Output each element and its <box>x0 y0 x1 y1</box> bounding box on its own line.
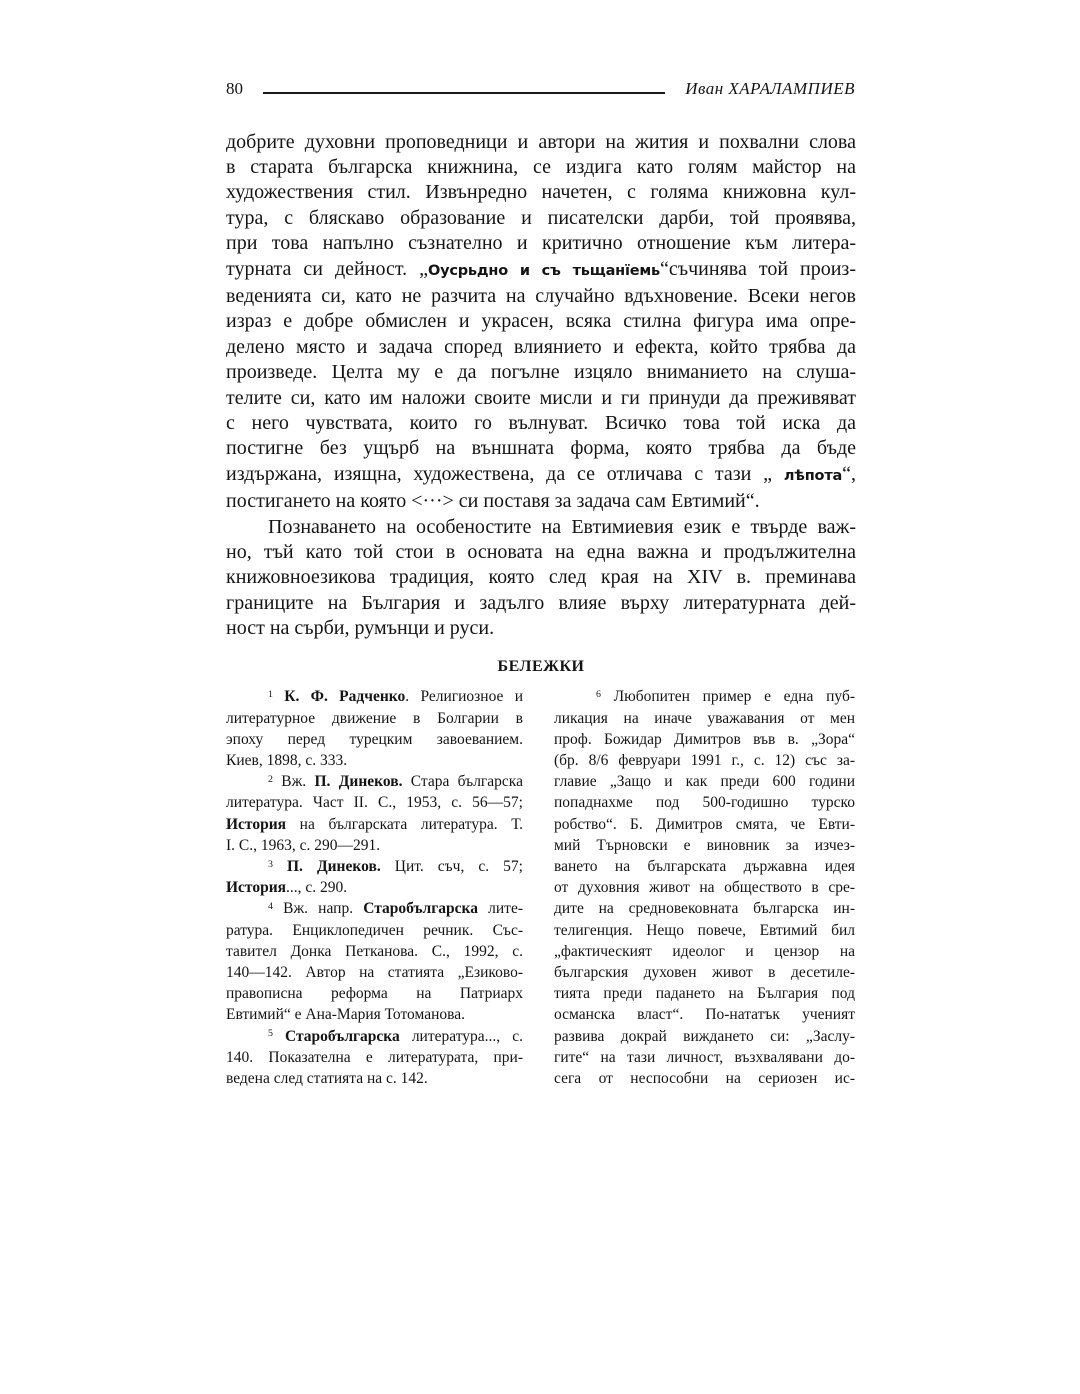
footnote <box>226 771 523 856</box>
text-run: Стара българска <box>402 773 523 791</box>
text-run: . Религиозное и <box>405 688 524 706</box>
footnote-line: Евтимий“ е Ана-Мария Тотоманова. <box>226 1006 465 1024</box>
bold-text: Старобългарска <box>363 900 478 918</box>
main-text <box>226 130 856 642</box>
text-run: “съчинява той произ- <box>660 257 856 280</box>
body-paragraph <box>226 130 856 515</box>
old-slavonic-quote: Оусрьдно и съ тьщанїемь <box>427 262 661 279</box>
body-line: художествения стил. Извънредно начетен, с голяма книжовна кул- <box>226 181 856 204</box>
footnote <box>554 686 855 1089</box>
footnote-line <box>226 898 523 919</box>
footnote-number: 6 <box>596 688 601 700</box>
body-line: Познаването на особеностите на Евтимиевия език е твърде важ- <box>268 515 856 538</box>
bold-text: К. Ф. Радченко <box>272 688 406 706</box>
text-run: Вж. напр. <box>272 900 364 918</box>
footnote-line: ликация на иначе уважавания от мен <box>554 709 855 727</box>
body-line: произведе. Целта му е да погълне изцяло вниманието на слуша- <box>226 361 856 384</box>
text-run: издържана, изящна, художествена, да се отличава с тази „ <box>226 462 784 485</box>
footnote <box>226 856 523 898</box>
body-line: телите си, като им наложи своите мисли и ги принуди да преживяват <box>226 386 856 409</box>
bold-text: История <box>226 879 287 897</box>
body-line: в старата българска книжнина, се издига като голям майстор на <box>226 155 856 178</box>
body-line: книжовноезикова традиция, която след края на XIV в. преминава <box>226 566 856 589</box>
footnote-line: „фактическият идеолог и цензор на <box>554 942 855 960</box>
bold-text: П. Динеков. <box>314 773 403 791</box>
footnote <box>226 898 523 1025</box>
footnote-line <box>226 771 523 792</box>
footnote-line: 140. Показателна е литературата, при- <box>226 1048 523 1066</box>
text-run: на българската литература. Т. <box>286 815 523 833</box>
body-line: но, тъй като той стои в основата на една важна и продължителна <box>226 541 856 563</box>
notes-column-left <box>226 686 523 1089</box>
body-line <box>226 462 856 489</box>
text-run: лите- <box>477 900 523 918</box>
footnote-line: литература. Част II. С., 1953, с. 56—57; <box>226 794 523 812</box>
body-line: с него чувствата, които го вълнуват. Всичко това той иска да <box>226 411 856 434</box>
notes-heading: БЕЛЕЖКИ <box>497 658 585 675</box>
footnote-line: тията преди падането на България под <box>554 985 855 1003</box>
body-line: делено място и задача според влиянието и ефекта, който трябва да <box>226 335 856 358</box>
body-line: израз е добре обмислен и украсен, всяка стилна фигура има опре- <box>226 310 856 333</box>
text-run: ..., с. 290. <box>286 879 348 897</box>
footnote-line: сега от неспособни на сериозен ис- <box>554 1070 855 1088</box>
footnote-line <box>226 686 523 707</box>
body-line: тура, с бляскаво образование и писателски дарби, той проявява, <box>226 206 856 229</box>
footnote-line: мий Търновски е виновник за изчез- <box>554 836 855 854</box>
text-run: “, <box>842 462 856 485</box>
footnote-line: от духовния живот на обществото в сре- <box>554 879 855 897</box>
footnote-number: 4 <box>268 900 273 912</box>
footnote-line: правописна реформа на Патриарх <box>226 985 523 1003</box>
footnote-line <box>226 814 523 835</box>
body-line: постигне без ущърб на външната форма, която трябва да бъде <box>226 437 856 460</box>
footnote-line: телигенция. Нещо повече, Евтимий бил <box>554 921 855 939</box>
footnote-line: Киев, 1898, с. 333. <box>226 752 348 769</box>
footnote-line: I. С., 1963, с. 290—291. <box>226 836 381 854</box>
bold-text: П. Динеков. <box>272 858 381 876</box>
bold-text: История <box>226 815 287 833</box>
footnote-line: ведена след статията на с. 142. <box>226 1070 428 1088</box>
footnote-line: тавител Донка Петканова. С., 1992, с. <box>226 942 523 960</box>
footnote-line: българския духовен живот в десетиле- <box>554 964 855 982</box>
footnote-number: 3 <box>268 858 273 870</box>
text-run: литература..., с. <box>399 1027 523 1045</box>
footnote-line: 140—142. Автор на статията „Езиково- <box>226 964 523 982</box>
footnote-line: дите на средновековната българска ин- <box>554 900 855 918</box>
footnote-line: главие „Защо и как преди 600 години <box>554 773 855 791</box>
running-title: Иван ХАРАЛАМПИЕВ <box>685 79 855 98</box>
body-line: постигането на която <···> си поставя за задача сам Евтимий“. <box>226 490 760 513</box>
notes-column-right <box>554 686 855 1089</box>
footnote-line: литературное движение в Болгарии в <box>226 709 523 727</box>
body-line <box>226 257 856 284</box>
page-number: 80 <box>226 79 243 98</box>
header-rule <box>263 92 665 94</box>
footnote-line <box>226 1026 523 1047</box>
body-line: добрите духовни проповедници и автори на жития и похвални слова <box>226 130 856 153</box>
footnote-line: османска власт“. По-нататък ученият <box>554 1006 855 1024</box>
footnote-line: ването на българската държавна идея <box>554 858 855 876</box>
footnote-line: развива докрай виждането си: „Заслу- <box>554 1027 855 1045</box>
footnote <box>226 1026 523 1090</box>
bold-text: Старобългарска <box>272 1027 400 1045</box>
footnote-line: робство“. Б. Димитров смята, че Евти- <box>554 815 855 833</box>
text-run: турната си дейност. „ <box>226 257 428 280</box>
footnote-line: ратура. Енциклопедичен речник. Със- <box>226 921 523 939</box>
body-line: при това напълно съзнателно и критично отношение към литера- <box>226 232 856 255</box>
text-run: Цит. съч, с. 57; <box>380 858 523 876</box>
footnote-line <box>226 856 523 877</box>
footnote-number: 5 <box>268 1028 273 1040</box>
footnote-line: эпоху перед турецким завоеванием. <box>226 730 523 748</box>
footnote-line <box>554 686 855 707</box>
footnote-line: попаднахме под 500-годишно турско <box>554 794 855 812</box>
footnote-number: 2 <box>268 773 273 785</box>
footnote-line: гите“ на тази личност, възхвалявани до- <box>554 1048 855 1066</box>
footnote <box>226 686 523 771</box>
footnote-line <box>226 877 523 898</box>
footnote-number: 1 <box>268 688 273 700</box>
footnote-line: (бр. 8/6 февруари 1991 г., с. 12) със за- <box>554 752 855 769</box>
body-line: ност на сърби, румънци и руси. <box>226 617 495 640</box>
old-slavonic-quote: лѣпота <box>783 467 843 484</box>
body-paragraph <box>226 515 856 642</box>
body-line: веденията си, като не разчита на случайно вдъхновение. Всеки негов <box>226 284 856 307</box>
text-run: Любопитен пример е една пуб- <box>600 688 855 706</box>
text-run: Вж. <box>272 773 315 791</box>
body-line: границите на България и задълго влияе върху литературната дей- <box>226 591 856 614</box>
footnote-line: проф. Божидар Димитров във в. „Зора“ <box>554 730 855 748</box>
